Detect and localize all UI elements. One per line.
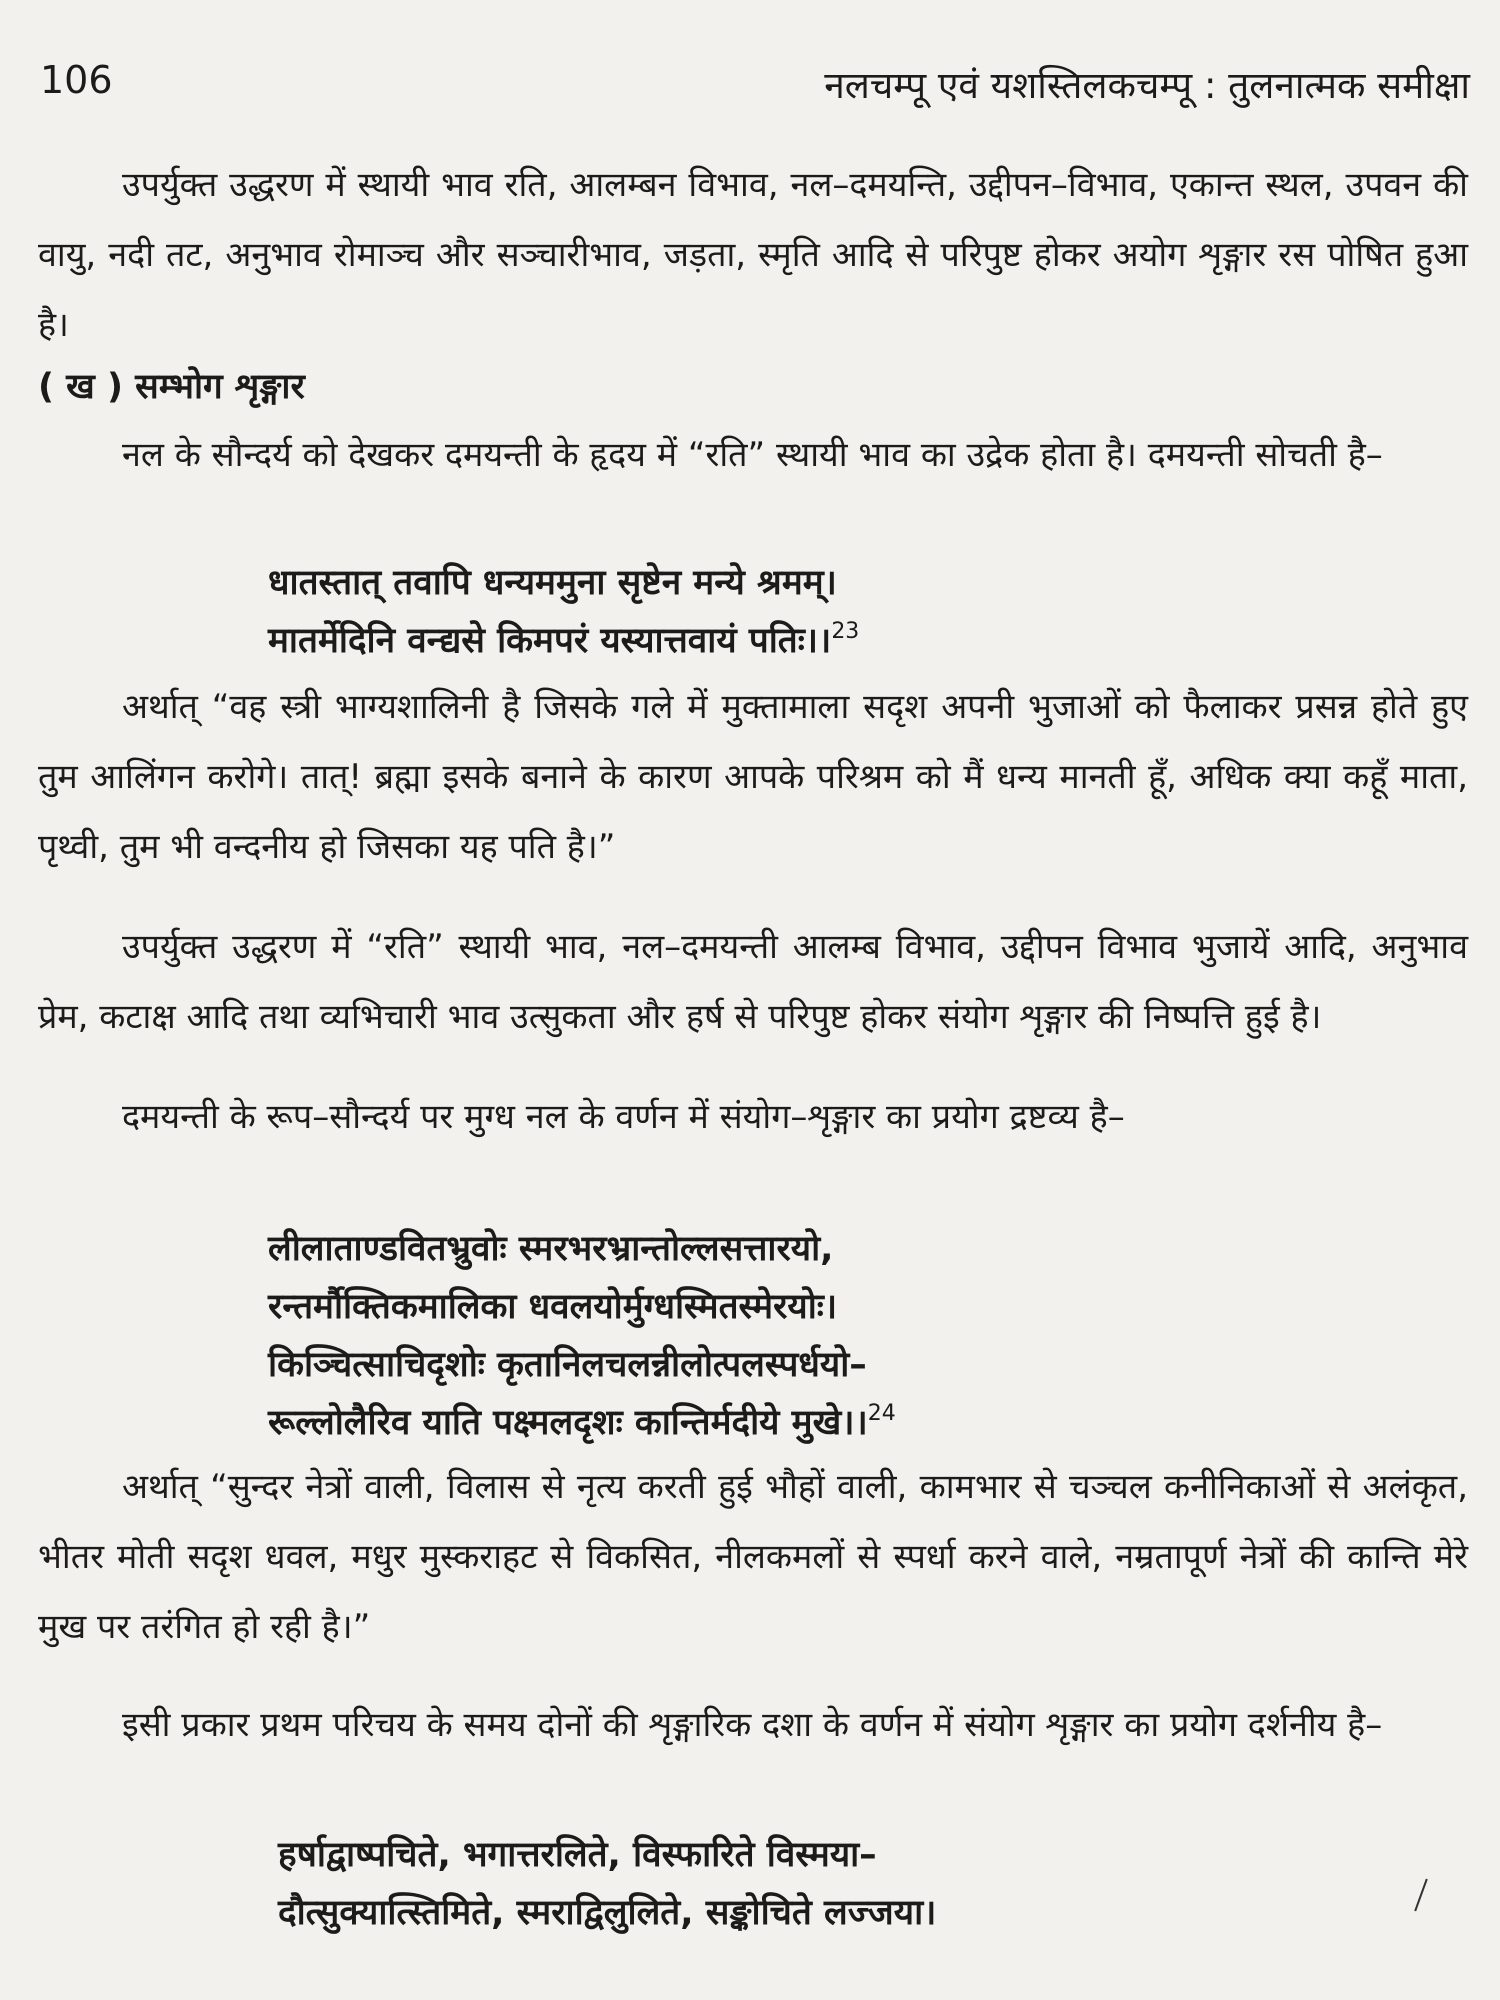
verse-24-line-4-text: रूल्लोलैरिव याति पक्ष्मलदृशः कान्तिर्मदीये मुखे।। xyxy=(268,1403,868,1443)
verse-23-line-2 xyxy=(268,612,859,670)
paragraph-5: दमयन्ती के रूप–सौन्दर्य पर मुग्ध नल के वर्णन में संयोग–शृङ्गार का प्रयोग द्रष्टव्य है– xyxy=(122,1097,1125,1137)
verse-23-line-1: धातस्तात् तवापि धन्यममुना सृष्टेन मन्ये श्रमम्। xyxy=(268,563,837,603)
paragraph-7: इसी प्रकार प्रथम परिचय के समय दोनों की शृङ्गारिक दशा के वर्णन में संयोग शृङ्गार का प्रयोग दर्शनीय है– xyxy=(122,1705,1383,1745)
verse-23-line-2-text: मातर्मेदिनि वन्द्यसे किमपरं यस्यात्तवायं पतिः।। xyxy=(268,621,832,661)
page-header xyxy=(40,58,1470,118)
verse-last-line-2: दौत्सुक्यात्स्तिमिते, स्मराद्विलुलिते, सङ्कोचिते लज्जया। xyxy=(278,1893,937,1933)
footnote-ref-23: 23 xyxy=(831,619,860,644)
verse-last-line-1: हर्षाद्वाष्पचिते, भगात्तरलिते, विस्फारिते विस्मया– xyxy=(278,1835,877,1875)
verse-24-line-1: लीलाताण्डवितभ्रुवोः स्मरभरभ्रान्तोल्लसत्तारयो, xyxy=(268,1229,834,1269)
verse-24-line-4 xyxy=(268,1394,896,1452)
footnote-ref-24: 24 xyxy=(867,1401,896,1426)
running-title: नलचम्पू एवं यशस्तिलकचम्पू : तुलनात्मक समीक्षा xyxy=(824,64,1470,107)
paragraph-6: अर्थात् “सुन्दर नेत्रों वाली, विलास से नृत्य करती हुई भौहों वाली, कामभार से चञ्चल कनीनिकाओं से अलंकृत, भीतर मोती सदृश धवल, मधुर मुस्कराहट से विकसित, नीलकमलों से स्पर्धा करने वाले, नम्रतापूर्ण नेत्रों की कान्ति मेरे मुख पर तरंगित हो रही है।” xyxy=(38,1467,1468,1647)
section-heading-kha: ( ख ) सम्भोग शृङ्गार xyxy=(38,367,305,407)
paragraph-1: उपर्युक्त उद्धरण में स्थायी भाव रति, आलम्बन विभाव, नल–दमयन्ति, उद्दीपन–विभाव, एकान्त स्थल, उपवन की वायु, नदी तट, अनुभाव रोमाञ्च और सञ्चारीभाव, जड़ता, स्मृति आदि से परिपुष्ट होकर अयोग शृङ्गार रस पोषित हुआ है। xyxy=(38,165,1468,345)
pen-mark xyxy=(1414,1879,1428,1912)
verse-24-line-2: रन्तर्मौक्तिकमालिका धवलयोर्मुग्धस्मितस्मेरयोः। xyxy=(268,1287,838,1327)
page-number: 106 xyxy=(40,58,113,102)
paragraph-4: उपर्युक्त उद्धरण में “रति” स्थायी भाव, नल–दमयन्ती आलम्ब विभाव, उद्दीपन विभाव भुजायें आदि, अनुभाव प्रेम, कटाक्ष आदि तथा व्यभिचारी भाव उत्सुकता और हर्ष से परिपुष्ट होकर संयोग शृङ्गार की निष्पत्ति हुई है। xyxy=(38,927,1468,1037)
paragraph-2: नल के सौन्दर्य को देखकर दमयन्ती के हृदय में “रति” स्थायी भाव का उद्रेक होता है। दमयन्ती सोचती है– xyxy=(122,435,1383,475)
verse-24-line-3: किञ्चित्साचिदृशोः कृतानिलचलन्नीलोत्पलस्पर्धयो– xyxy=(268,1345,867,1385)
paragraph-3: अर्थात् “वह स्त्री भाग्यशालिनी है जिसके गले में मुक्तामाला सदृश अपनी भुजाओं को फैलाकर प्रसन्न होते हुए तुम आलिंगन करोगे। तात्! ब्रह्मा इसके बनाने के कारण आपके परिश्रम को मैं धन्य मानती हूँ, अधिक क्या कहूँ माता, पृथ्वी, तुम भी वन्दनीय हो जिसका यह पति है।” xyxy=(38,687,1468,867)
